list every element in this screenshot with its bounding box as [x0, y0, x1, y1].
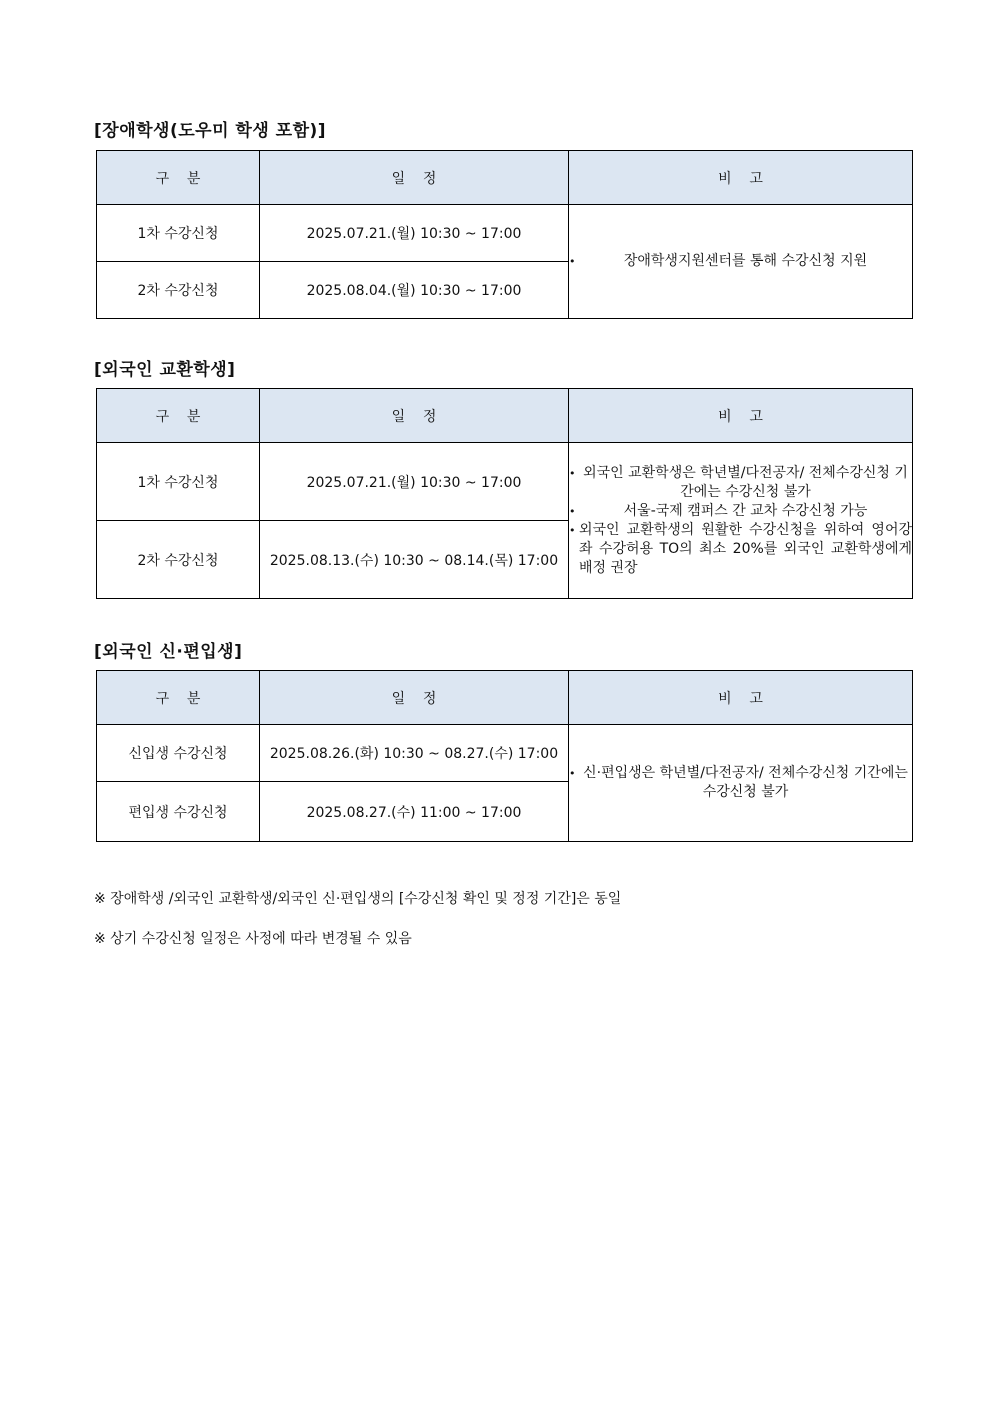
header-category: 구 분 — [97, 671, 260, 725]
remarks-cell — [569, 443, 913, 599]
row-category: 2차 수강신청 — [97, 521, 260, 599]
header-remarks: 비 고 — [569, 151, 913, 205]
row-schedule: 2025.08.04.(월) 10:30 ~ 17:00 — [260, 262, 569, 319]
header-category: 구 분 — [97, 151, 260, 205]
row-category: 2차 수강신청 — [97, 262, 260, 319]
footnote-subject-to-change: ※ 상기 수강신청 일정은 사정에 따라 변경될 수 있음 — [94, 931, 412, 947]
remark-item: • 외국인 교환학생은 학년별/다전공자/ 전체수강신청 기간에는 수강신청 불가 — [569, 464, 912, 502]
header-schedule: 일 정 — [260, 151, 569, 205]
row-category: 편입생 수강신청 — [97, 782, 260, 842]
row-category: 1차 수강신청 — [97, 205, 260, 262]
row-schedule: 2025.07.21.(월) 10:30 ~ 17:00 — [260, 443, 569, 521]
row-schedule: 2025.08.27.(수) 11:00 ~ 17:00 — [260, 782, 569, 842]
schedule-table-exchange-students — [96, 388, 913, 599]
remark-item: • 장애학생지원센터를 통해 수강신청 지원 — [569, 252, 912, 271]
row-schedule: 2025.07.21.(월) 10:30 ~ 17:00 — [260, 205, 569, 262]
table-row — [97, 205, 913, 262]
row-category: 1차 수강신청 — [97, 443, 260, 521]
header-remarks: 비 고 — [569, 389, 913, 443]
remarks-cell — [569, 725, 913, 842]
remark-item: • 서울-국제 캠퍼스 간 교차 수강신청 가능 — [569, 502, 912, 521]
section-title-disabled-students: [장애학생(도우미 학생 포함)] — [94, 121, 327, 141]
header-schedule: 일 정 — [260, 671, 569, 725]
remark-item: • 신·편입생은 학년별/다전공자/ 전체수강신청 기간에는 수강신청 불가 — [569, 764, 912, 802]
header-schedule: 일 정 — [260, 389, 569, 443]
header-remarks: 비 고 — [569, 671, 913, 725]
footnote-same-period: ※ 장애학생 /외국인 교환학생/외국인 신·편입생의 [수강신청 확인 및 정정 기간]은 동일 — [94, 891, 622, 907]
row-schedule: 2025.08.13.(수) 10:30 ~ 08.14.(목) 17:00 — [260, 521, 569, 599]
section-title-new-transfer-students: [외국인 신·편입생] — [94, 642, 243, 662]
remark-item: • 외국인 교환학생의 원활한 수강신청을 위하여 영어강좌 수강허용 TO의 최소 20%를 외국인 교환학생에게 배정 권장 — [569, 521, 912, 578]
section-title-exchange-students: [외국인 교환학생] — [94, 360, 236, 380]
remarks-cell — [569, 205, 913, 319]
row-category: 신입생 수강신청 — [97, 725, 260, 782]
schedule-table-new-transfer-students — [96, 670, 913, 842]
row-schedule: 2025.08.26.(화) 10:30 ~ 08.27.(수) 17:00 — [260, 725, 569, 782]
table-row — [97, 725, 913, 782]
table-row — [97, 443, 913, 521]
schedule-table-disabled-students — [96, 150, 913, 319]
header-category: 구 분 — [97, 389, 260, 443]
